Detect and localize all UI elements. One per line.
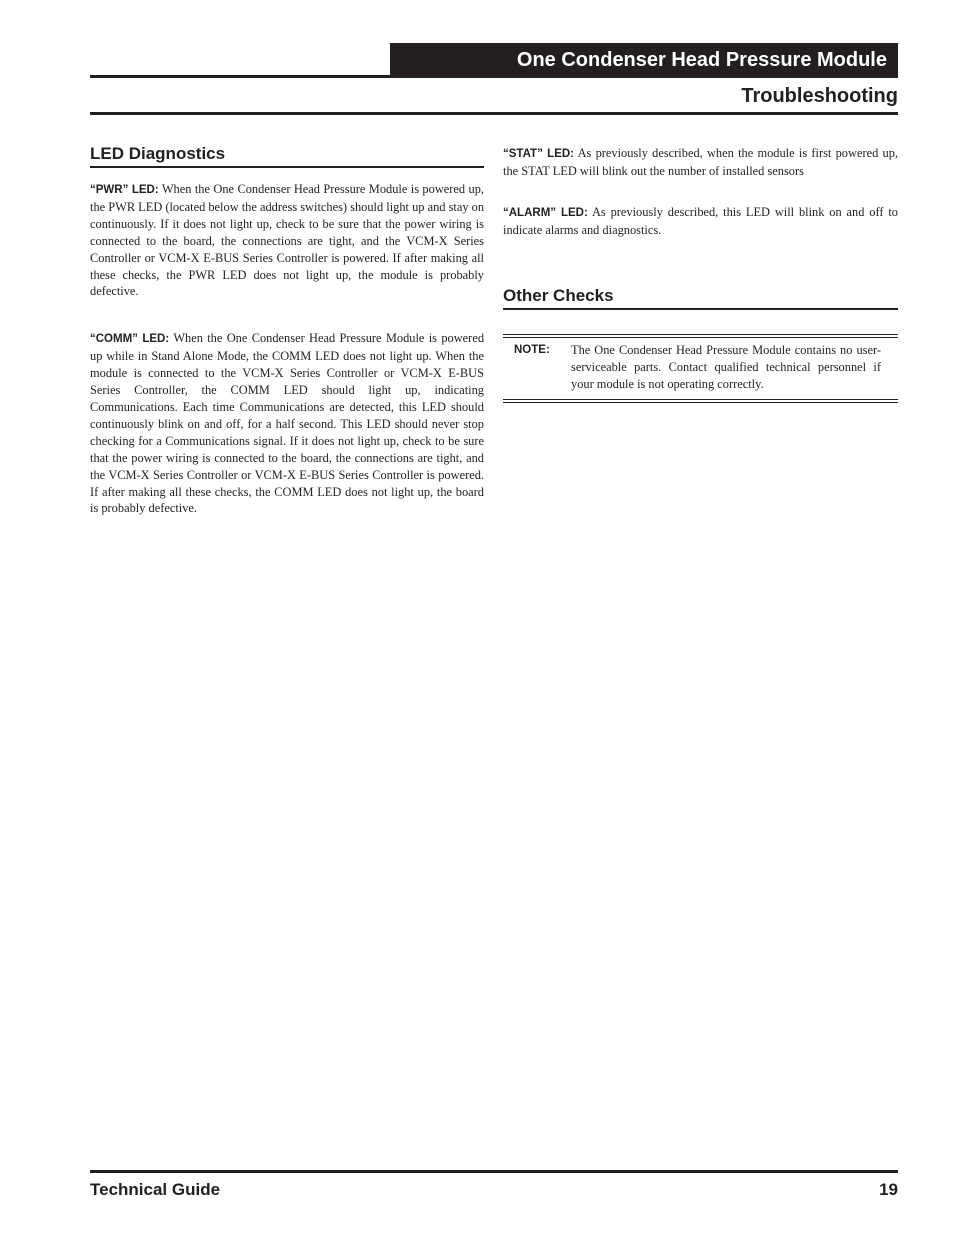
comm-led-paragraph xyxy=(90,330,484,517)
comm-led-label: “COMM” LED: xyxy=(90,333,170,346)
footer-document-type: Technical Guide xyxy=(90,1180,221,1199)
document-title: One Condenser Head Pressure Module xyxy=(390,43,898,77)
stat-led-label: “STAT” LED: xyxy=(503,148,574,160)
section-title: Troubleshooting xyxy=(741,85,898,107)
right-column xyxy=(503,145,898,403)
note-box xyxy=(503,334,898,403)
led-diagnostics-heading: LED Diagnostics xyxy=(90,143,484,168)
note-label: NOTE: xyxy=(514,343,550,356)
stat-led-paragraph xyxy=(503,145,898,180)
comm-led-text: When the One Condenser Head Pressure Module is powered up while in Stand Alone Mode, the COMM LED does not light up. When the module is connected to the VCM-X Series Controller or VCM-X E-BUS Series Controller, the COMM LED should light up, indicating Communications. Each time Communications are detected, this LED should continuously blink on and off, for a half second. This LED should never stop checking for a Communications signal. If it does not light up, check to be sure that the power wiring is connected to the board, the connections are tight, and the VCM-X Series Controller or VCM-X E-BUS Series Controller is powered. If after making all these checks, the COMM LED does not light up, the board is probably defective. xyxy=(90,331,485,516)
note-text: The One Condenser Head Pressure Module contains no user-serviceable parts. Contact qualified technical personnel if your module is not operating correctly. xyxy=(571,342,881,391)
pwr-led-text: When the One Condenser Head Pressure Module is powered up, the PWR LED (located below the address switches) should light up and stay on continuously. If it does not light up, check to be sure that the power wiring is connected to the board, the connections are tight, and the VCM-X Series Controller or VCM-X E-BUS Series Controller is powered. If after making all these checks, the PWR LED does not light up, the module is probably defective. xyxy=(90,182,485,299)
alarm-led-label: “ALARM” LED: xyxy=(503,206,588,219)
alarm-led-paragraph xyxy=(503,204,898,239)
alarm-led-text: As previously described, this LED will blink on and off to indicate alarms and diagnostics. xyxy=(503,204,898,237)
footer-rule xyxy=(90,1170,898,1173)
page-number: 19 xyxy=(879,1180,898,1199)
left-column xyxy=(90,143,484,517)
pwr-led-paragraph xyxy=(90,181,484,300)
header-rule-top xyxy=(90,75,898,78)
header-rule-bottom xyxy=(90,112,898,115)
other-checks-heading: Other Checks xyxy=(503,285,898,310)
pwr-led-label: “PWR” LED: xyxy=(90,184,159,196)
stat-led-text: As previously described, when the module is first powered up, the STAT LED will blink out the number of installed sensors xyxy=(503,146,899,178)
